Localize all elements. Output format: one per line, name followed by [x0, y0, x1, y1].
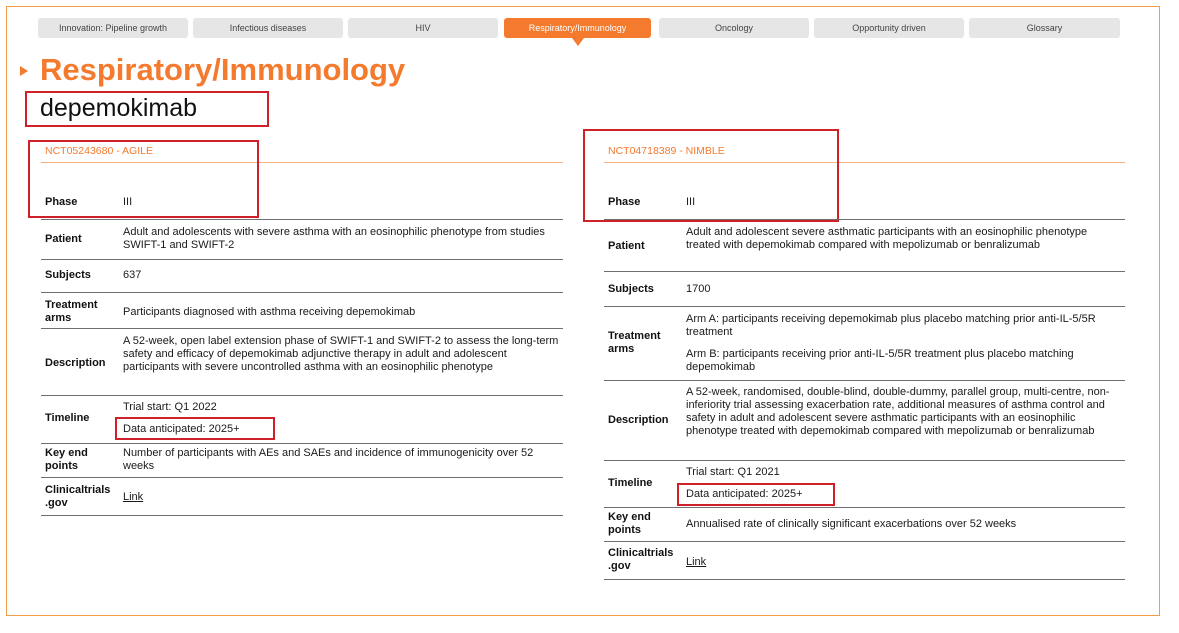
tab-glossary[interactable]: Glossary	[969, 18, 1120, 38]
tab-innovation-pipeline-growth[interactable]: Innovation: Pipeline growth	[38, 18, 188, 38]
clinicaltrials-label: Clinicaltrials .gov	[608, 547, 674, 572]
row-divider	[604, 219, 1125, 220]
title-arrow-icon	[20, 66, 28, 76]
treatment-arm-item: Arm B: participants receiving prior anti-IL-5/5R treatment plus placebo matching depemokimab	[686, 348, 1074, 373]
row-divider	[41, 292, 563, 293]
description-label: Description	[608, 414, 669, 426]
patient-value: Adult and adolescent severe asthmatic participants with an eosinophilic phenotype treated with depemokimab compared with mepolizumab or benralizumab	[686, 226, 1088, 251]
phase-value: III	[686, 196, 696, 208]
row-divider	[604, 541, 1125, 542]
description-value: A 52-week, randomised, double-blind, double-dummy, parallel group, multi-centre, non-inferiority trial assessing exacerbation rate, additional measures of asthma control and safety in adult and adolescent severe asthmatic participants with an eosinophilic phenotype treated with depemokimab compared with mepolizumab or benralizumab	[686, 386, 1110, 437]
row-divider	[41, 443, 563, 444]
data-anticipated-highlight-box	[677, 483, 835, 506]
key-end-points-label: Key end points	[45, 447, 88, 472]
patient-value: Adult and adolescents with severe asthma with an eosinophilic phenotype from studies SWIFT-1 and SWIFT-2	[123, 226, 545, 251]
page-title: Respiratory/Immunology	[40, 52, 406, 87]
clinicaltrials-label: Clinicaltrials .gov	[45, 484, 111, 509]
row-divider	[41, 477, 563, 478]
key-end-points-value: Annualised rate of clinically significant exacerbations over 52 weeks	[686, 518, 1017, 530]
trial-header: NCT05243680 - AGILE	[45, 145, 153, 157]
treatment-arms-label: Treatment arms	[608, 330, 661, 355]
timeline-label: Timeline	[45, 412, 90, 424]
row-divider	[604, 507, 1125, 508]
phase-value: III	[123, 196, 133, 208]
subjects-value: 1700	[686, 283, 711, 295]
drug-name: depemokimab	[40, 94, 198, 122]
timeline-label: Timeline	[608, 477, 653, 489]
subjects-label: Subjects	[608, 283, 654, 295]
trial-start-value: Trial start: Q1 2021	[686, 466, 780, 478]
key-end-points-value: Number of participants with AEs and SAEs and incidence of immunogenicity over 52 weeks	[123, 447, 534, 472]
patient-label: Patient	[608, 240, 645, 252]
clinicaltrials-link[interactable]: Link	[123, 491, 144, 503]
row-divider	[604, 271, 1125, 272]
row-divider	[604, 306, 1125, 307]
tab-oncology[interactable]: Oncology	[659, 18, 809, 38]
patient-label: Patient	[45, 233, 82, 245]
tab-opportunity-driven[interactable]: Opportunity driven	[814, 18, 964, 38]
subjects-label: Subjects	[45, 269, 91, 281]
row-divider	[604, 380, 1125, 381]
phase-label: Phase	[45, 196, 78, 208]
tab-respiratory-immunology[interactable]: Respiratory/Immunology	[504, 18, 651, 38]
trial-start-value: Trial start: Q1 2022	[123, 401, 217, 413]
row-divider	[41, 328, 563, 329]
section-tabs	[38, 18, 1120, 38]
clinicaltrials-link[interactable]: Link	[686, 556, 707, 568]
drug-name-highlight-box	[25, 91, 269, 127]
row-divider	[41, 259, 563, 260]
key-end-points-label: Key end points	[608, 511, 651, 536]
description-label: Description	[45, 357, 106, 369]
phase-label: Phase	[608, 196, 641, 208]
treatment-arm-item: Participants diagnosed with asthma receiving depemokimab	[123, 306, 416, 318]
treatment-arm-item: Arm A: participants receiving depemokimab plus placebo matching prior anti-IL-5/5R treatment	[686, 313, 1096, 338]
row-divider	[41, 395, 563, 396]
data-anticipated-highlight-box	[115, 417, 275, 440]
trial-header: NCT04718389 - NIMBLE	[608, 145, 725, 157]
subjects-value: 637	[123, 269, 142, 281]
tab-infectious-diseases[interactable]: Infectious diseases	[193, 18, 343, 38]
treatment-arms-label: Treatment arms	[45, 299, 98, 324]
data-anticipated-value: Data anticipated: 2025+	[686, 488, 803, 500]
row-divider	[604, 579, 1125, 580]
row-divider	[41, 515, 563, 516]
tab-hiv[interactable]: HIV	[348, 18, 498, 38]
row-divider	[604, 460, 1125, 461]
description-value: A 52-week, open label extension phase of SWIFT-1 and SWIFT-2 to assess the long-term safety and efficacy of depemokimab adjunctive therapy in adult and adolescent participants with severe uncontrolled asthma with an eosinophilic phenotype	[123, 335, 559, 373]
row-divider	[41, 219, 563, 220]
data-anticipated-value: Data anticipated: 2025+	[123, 423, 240, 435]
